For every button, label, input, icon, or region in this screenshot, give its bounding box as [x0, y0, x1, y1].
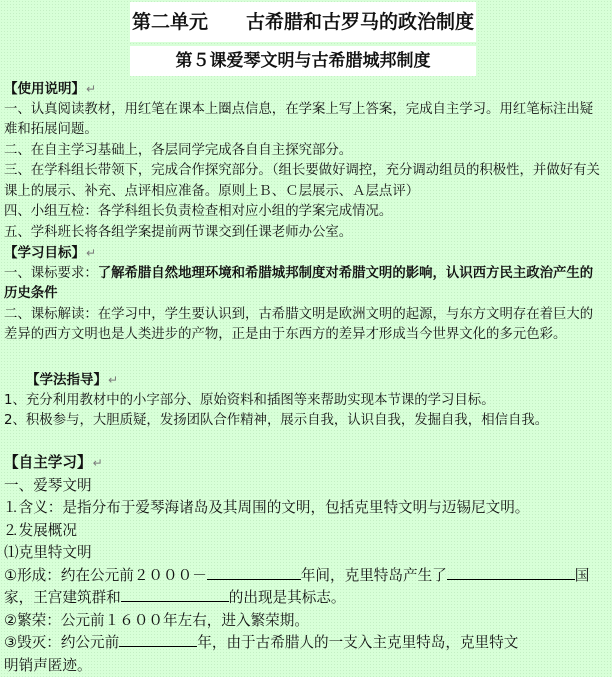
- usage-item-1: 一、认真阅读教材，用红笔在课本上圈点信息，在学案上写上答案，完成自主学习。用红笔标注出疑难和拓展问题。: [0, 100, 612, 141]
- fill-blank[interactable]: [207, 565, 301, 580]
- usage-item-2: 二、在自主学习基础上，各层同学完成各自自主探究部分。: [0, 141, 612, 162]
- goals-explanation: 二、课标解读：在学习中，学生要认识到，古希腊文明是欧洲文明的起源，与东方文明存在着巨大的差异的西方文明也是人类进步的产物，正是由于东西方的差异才形成当今世界文化的多元色彩。: [0, 305, 612, 346]
- formation-line: ①形成：约在公元前２０００－ 年间，克里特岛产生了 国: [0, 565, 612, 588]
- crete-heading: ⑴克里特文明: [0, 542, 612, 565]
- method-item-2: 2、积极参与，大胆质疑，发扬团队合作精神，展示自我，认识自我，发掘自我，相信自我。: [0, 411, 612, 432]
- fill-blank[interactable]: [121, 587, 229, 602]
- usage-item-5: 五、学科班长将各组学案提前两节课交到任课老师办公室。: [0, 223, 612, 244]
- goals-heading: 【学习目标】↵: [0, 243, 612, 264]
- formation-line-2: 家，王宫建筑群和 的出现是其标志。: [0, 587, 612, 610]
- goals-section: [0, 243, 612, 346]
- usage-item-4: 四、小组互检：各学科组长负责检查相对应小组的学案完成情况。: [0, 202, 612, 223]
- aegean-subheading: 一、爱琴文明: [0, 475, 612, 498]
- goals-requirement: 一、课标要求：了解希腊自然地理环境和希腊城邦制度对希腊文明的影响，认识西方民主政治产生的历史条件: [0, 264, 612, 305]
- prosperity-line: ②繁荣：公元前１６００年左右，进入繁荣期。: [0, 610, 612, 633]
- fill-blank[interactable]: [119, 632, 197, 647]
- lesson-title: 第５课爱琴文明与古希腊城邦制度: [130, 46, 476, 76]
- fill-blank[interactable]: [447, 565, 575, 580]
- decline-line-2: 明销声匿迹。: [0, 655, 612, 677]
- usage-heading: 【使用说明】↵: [0, 79, 612, 100]
- decline-line: ③毁灭：约公元前 年，由于古希腊人的一支入主克里特岛，克里特文: [0, 632, 612, 655]
- method-section: [0, 370, 612, 432]
- usage-item-3: 三、在学科组长带领下，完成合作探究部分。（组长要做好调控，充分调动组员的积极性，并做好有关课上的展示、补充、点评相应准备。原则上Ｂ、Ｃ层展示、Ａ层点评）: [0, 161, 612, 202]
- meaning-line: ⒈含义：是指分布于爱琴海诸岛及其周围的文明，包括克里特文明与迈锡尼文明。: [0, 497, 612, 520]
- unit-title: 第二单元 古希腊和古罗马的政治制度: [130, 2, 476, 42]
- method-item-1: 1、充分利用教材中的小字部分、原始资料和插图等来帮助实现本节课的学习目标。: [0, 391, 612, 412]
- self-study-heading: 【自主学习】↵: [0, 452, 612, 475]
- development-heading: ⒉发展概况: [0, 520, 612, 543]
- usage-section: [0, 79, 612, 243]
- method-heading: 【学法指导】↵: [0, 370, 612, 391]
- self-study-section: [0, 452, 612, 677]
